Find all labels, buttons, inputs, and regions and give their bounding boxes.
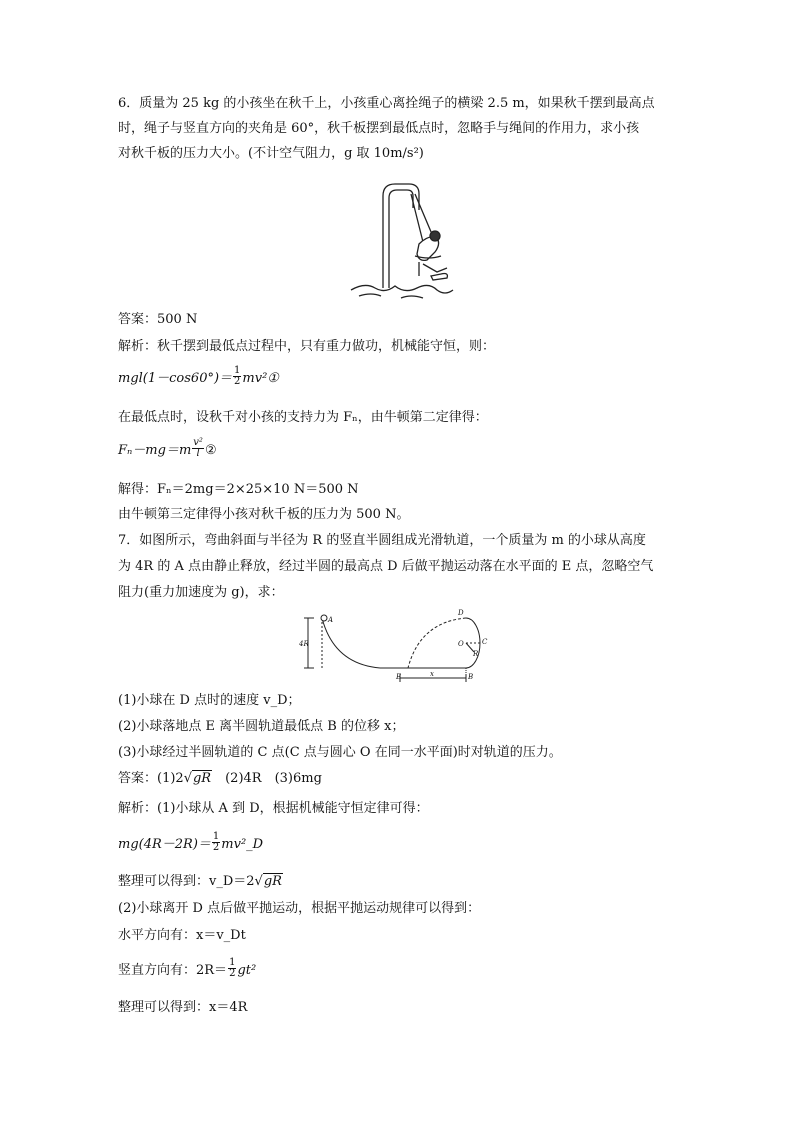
q7-result-2: 整理可以得到：x＝4R: [118, 1000, 248, 1015]
q7-eq1-right: mv²_D: [221, 837, 264, 852]
q6-equation-1: [118, 365, 279, 389]
fig2-label-d: D: [458, 609, 464, 617]
q7-answer-post: (2)4R (3)6mg: [212, 771, 322, 786]
q7-sub-3: (3)小球经过半圆轨道的 C 点(C 点与圆心 O 在同一水平面)时对轨道的压力。: [118, 745, 562, 760]
fig2-label-h: 4R: [299, 640, 309, 648]
q6-line-2: 时，绳子与竖直方向的夹角是 60°，秋千板摆到最低点时，忽略手与绳间的作用力，求小孩: [118, 121, 640, 136]
q6-analysis-1: 解析：秋千摆到最低点过程中，只有重力做功，机械能守恒，则：: [118, 339, 496, 354]
q7-line-3: 阻力(重力加速度为 g)，求：: [118, 585, 284, 600]
v2-over-l-fraction: $\frac{\text{v²}}{l}$: [193, 437, 203, 459]
q7-equation-1: [118, 831, 264, 855]
half-fraction: $\frac{1}{2}$: [234, 365, 241, 387]
q7-horizontal: 水平方向有：x＝v_Dt: [118, 928, 246, 943]
q7-line-2: 为 4R 的 A 点由静止释放，经过半圆的最高点 D 后做平抛运动落在水平面的 E 点，忽略空气: [118, 559, 654, 574]
q7-eq1-left: mg(4R－2R)＝: [118, 837, 211, 852]
q6-eq1-right: mv²①: [242, 371, 279, 386]
q7-analysis-1: 解析：(1)小球从 A 到 D，根据机械能守恒定律可得：: [118, 801, 429, 816]
q7-vertical: [118, 957, 257, 981]
q7-sub-1: (1)小球在 D 点时的速度 v_D；: [118, 693, 301, 708]
swing-figure: [345, 178, 455, 303]
q6-eq1-left: mgl(1－cos60°)＝: [118, 371, 233, 386]
q6-line-3: 对秋千板的压力大小。(不计空气阻力，g 取 10m/s²): [118, 146, 424, 161]
q6-answer: 答案：500 N: [118, 312, 198, 327]
fig2-label-b: B: [468, 673, 474, 681]
q6-eq2-right: ②: [204, 443, 217, 458]
fig2-label-a: A: [328, 616, 334, 624]
fig2-label-x: x: [430, 670, 434, 678]
q7-answer-pre: 答案：(1)2: [118, 771, 184, 786]
q6-solve: 解得：Fₙ＝2mg＝2×25×10 N＝500 N: [118, 482, 359, 497]
q7-res1-pre: 整理可以得到：v_D＝2: [118, 874, 255, 889]
half-fraction: $\frac{1}{2}$: [212, 831, 220, 853]
track-figure: [300, 608, 500, 688]
q7-vert-left: 竖直方向有：2R＝: [118, 963, 228, 978]
q7-answer-sqrt: gR: [192, 771, 212, 786]
q7-sub-2: (2)小球落地点 E 离半圆轨道最低点 B 的位移 x；: [118, 719, 405, 734]
q6-analysis-2: 在最低点时，设秋千对小孩的支持力为 Fₙ，由牛顿第二定律得：: [118, 410, 488, 425]
sqrt-symbol: √: [183, 771, 192, 786]
sqrt-symbol: √: [254, 874, 263, 889]
q7-analysis-2: (2)小球离开 D 点后做平抛运动，根据平抛运动规律可以得到：: [118, 901, 481, 916]
q6-third-law: 由牛顿第三定律得小孩对秋千板的压力为 500 N。: [118, 507, 410, 522]
fig2-label-o: O: [458, 640, 464, 648]
q7-line-1: 7．如图所示，弯曲斜面与半径为 R 的竖直半圆组成光滑轨道，一个质量为 m 的小球从高度: [118, 533, 646, 548]
fig2-label-r: R: [473, 650, 479, 658]
q6-line-1: 6．质量为 25 kg 的小孩坐在秋千上，小孩重心离拴绳子的横梁 2.5 m，如果秋千摆到最高点: [118, 96, 655, 111]
q7-answer: [118, 770, 322, 788]
half-fraction: $\frac{1}{2}$: [229, 957, 236, 979]
fig2-label-e: E: [396, 673, 402, 681]
q6-equation-2: [118, 437, 217, 461]
fig2-label-c: C: [482, 638, 488, 646]
q7-vert-right: gt²: [237, 963, 257, 978]
q6-eq2-left: Fₙ－mg＝m: [118, 443, 192, 458]
q7-res1-sqrt: gR: [263, 874, 282, 889]
q7-result-1: [118, 873, 283, 891]
